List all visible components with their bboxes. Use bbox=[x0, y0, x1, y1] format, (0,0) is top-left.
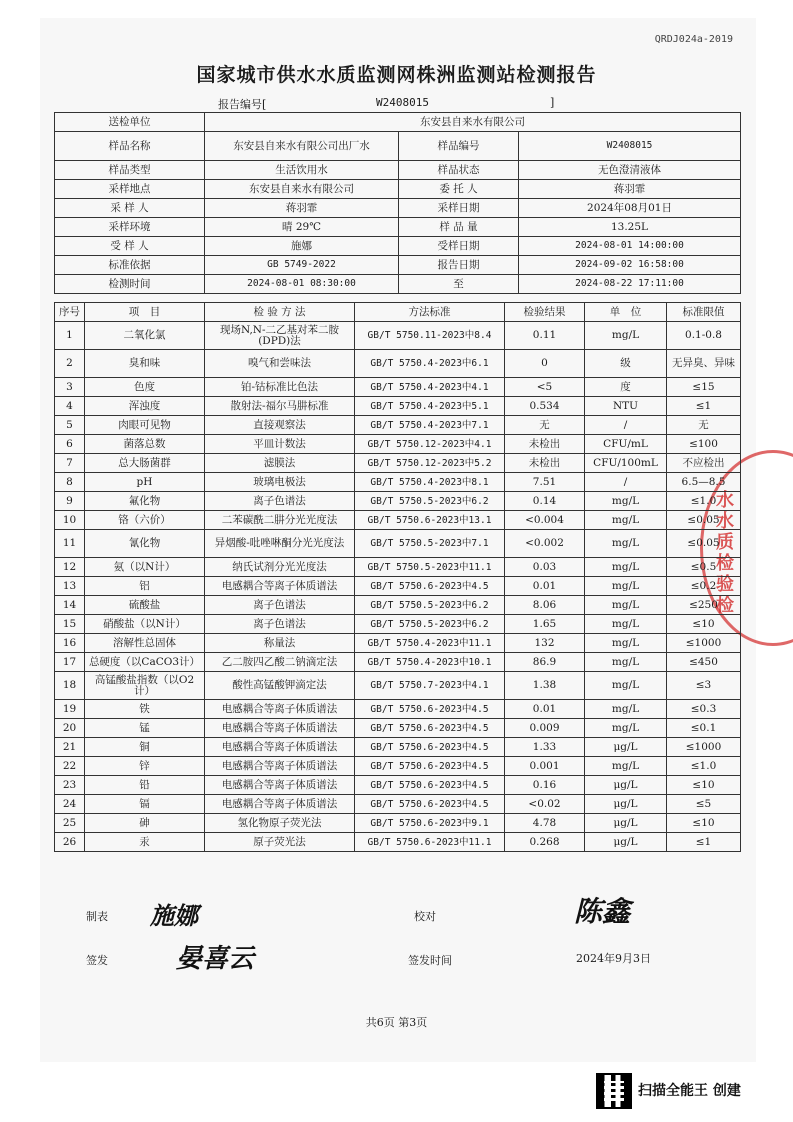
table-row bbox=[55, 795, 741, 814]
cell-result: 0.01 bbox=[505, 577, 585, 596]
cell-no: 25 bbox=[55, 814, 85, 833]
cell-no: 8 bbox=[55, 473, 85, 492]
column-header: 标准限值 bbox=[667, 303, 741, 322]
cell-std: GB/T 5750.5-2023中6.2 bbox=[355, 492, 505, 511]
cell-no: 26 bbox=[55, 833, 85, 852]
cell-item: 色度 bbox=[85, 378, 205, 397]
cell-no: 6 bbox=[55, 435, 85, 454]
cell-method: 电感耦合等离子体质谱法 bbox=[205, 776, 355, 795]
table-row bbox=[55, 511, 741, 530]
cell-unit: mg/L bbox=[585, 672, 667, 700]
cell-item: 总硬度（以CaCO3计） bbox=[85, 653, 205, 672]
cell-item: 肉眼可见物 bbox=[85, 416, 205, 435]
cell-method: 电感耦合等离子体质谱法 bbox=[205, 719, 355, 738]
qty-label: 样 品 量 bbox=[399, 218, 519, 237]
report-number-value: W2408015 bbox=[376, 96, 429, 109]
cell-item: 锰 bbox=[85, 719, 205, 738]
cell-method: 乙二胺四乙酸二钠滴定法 bbox=[205, 653, 355, 672]
cell-item: 铬（六价） bbox=[85, 511, 205, 530]
table-row bbox=[55, 653, 741, 672]
cell-method: 离子色谱法 bbox=[205, 615, 355, 634]
cell-no: 1 bbox=[55, 322, 85, 350]
cell-limit: 0.1-0.8 bbox=[667, 322, 741, 350]
stamp-text: 水水质检验检 bbox=[713, 490, 734, 616]
cell-method: 玻璃电极法 bbox=[205, 473, 355, 492]
cell-method: 纳氏试剂分光光度法 bbox=[205, 558, 355, 577]
results-header-row bbox=[55, 303, 741, 322]
sample-name-label: 样品名称 bbox=[55, 132, 205, 161]
header-row bbox=[55, 132, 741, 161]
report-date-value: 2024-09-02 16:58:00 bbox=[519, 256, 741, 275]
cell-method: 平皿计数法 bbox=[205, 435, 355, 454]
cell-limit: 不应检出 bbox=[667, 454, 741, 473]
sample-type-value: 生活饮用水 bbox=[205, 161, 399, 180]
cell-unit: CFU/mL bbox=[585, 435, 667, 454]
cell-limit: ≤0.5 bbox=[667, 558, 741, 577]
cell-unit: mg/L bbox=[585, 577, 667, 596]
cell-std: GB/T 5750.12-2023中5.2 bbox=[355, 454, 505, 473]
cell-std: GB/T 5750.6-2023中4.5 bbox=[355, 577, 505, 596]
table-row bbox=[55, 416, 741, 435]
table-row bbox=[55, 615, 741, 634]
results-body bbox=[55, 322, 741, 852]
cell-item: 铜 bbox=[85, 738, 205, 757]
cell-no: 23 bbox=[55, 776, 85, 795]
cell-no: 19 bbox=[55, 700, 85, 719]
to-label: 至 bbox=[399, 275, 519, 294]
prepared-label: 制表 bbox=[86, 910, 108, 923]
cell-std: GB/T 5750.7-2023中4.1 bbox=[355, 672, 505, 700]
cell-result: 无 bbox=[505, 416, 585, 435]
cell-item: 溶解性总固体 bbox=[85, 634, 205, 653]
table-row bbox=[55, 700, 741, 719]
document-code: QRDJ024a-2019 bbox=[654, 34, 733, 45]
cell-result: <5 bbox=[505, 378, 585, 397]
column-header: 检 验 方 法 bbox=[205, 303, 355, 322]
cell-limit: ≤0.05 bbox=[667, 511, 741, 530]
cell-method: 原子荧光法 bbox=[205, 833, 355, 852]
cell-no: 15 bbox=[55, 615, 85, 634]
cell-no: 5 bbox=[55, 416, 85, 435]
cell-limit: ≤0.2 bbox=[667, 577, 741, 596]
cell-item: 铁 bbox=[85, 700, 205, 719]
sample-info-table bbox=[54, 112, 741, 294]
cell-result: 0.268 bbox=[505, 833, 585, 852]
cell-method: 散射法-福尔马肼标准 bbox=[205, 397, 355, 416]
cell-limit: ≤5 bbox=[667, 795, 741, 814]
cell-limit: ≤10 bbox=[667, 776, 741, 795]
column-header: 项 目 bbox=[85, 303, 205, 322]
sampler-value: 蒋羽霏 bbox=[205, 199, 399, 218]
cell-std: GB/T 5750.6-2023中4.5 bbox=[355, 757, 505, 776]
cell-std: GB/T 5750.4-2023中10.1 bbox=[355, 653, 505, 672]
client-label: 送检单位 bbox=[55, 113, 205, 132]
cell-no: 17 bbox=[55, 653, 85, 672]
cell-std: GB/T 5750.5-2023中6.2 bbox=[355, 615, 505, 634]
cell-limit: ≤1.0 bbox=[667, 757, 741, 776]
receive-date-label: 受样日期 bbox=[399, 237, 519, 256]
cell-std: GB/T 5750.6-2023中13.1 bbox=[355, 511, 505, 530]
header-row bbox=[55, 256, 741, 275]
cell-limit: ≤1000 bbox=[667, 738, 741, 757]
cell-no: 14 bbox=[55, 596, 85, 615]
page-footer: 共6页 第3页 bbox=[365, 1016, 428, 1029]
cell-method: 酸性高锰酸钾滴定法 bbox=[205, 672, 355, 700]
cell-result: <0.004 bbox=[505, 511, 585, 530]
table-row bbox=[55, 397, 741, 416]
qr-code-icon bbox=[596, 1073, 632, 1109]
cell-result: <0.002 bbox=[505, 530, 585, 558]
cell-no: 3 bbox=[55, 378, 85, 397]
cell-result: 0 bbox=[505, 350, 585, 378]
header-row bbox=[55, 113, 741, 132]
cell-item: 锌 bbox=[85, 757, 205, 776]
cell-std: GB/T 5750.6-2023中4.5 bbox=[355, 719, 505, 738]
cell-no: 24 bbox=[55, 795, 85, 814]
table-row bbox=[55, 577, 741, 596]
cell-result: 0.03 bbox=[505, 558, 585, 577]
cell-result: 0.534 bbox=[505, 397, 585, 416]
cell-unit: mg/L bbox=[585, 719, 667, 738]
cell-result: 0.14 bbox=[505, 492, 585, 511]
table-row bbox=[55, 634, 741, 653]
cell-limit: ≤1 bbox=[667, 833, 741, 852]
sample-name-value: 东安县自来水有限公司出厂水 bbox=[205, 132, 399, 161]
cell-item: 铝 bbox=[85, 577, 205, 596]
cell-std: GB/T 5750.6-2023中4.5 bbox=[355, 776, 505, 795]
test-time-label: 检测时间 bbox=[55, 275, 205, 294]
issue-time-label: 签发时间 bbox=[408, 954, 452, 967]
cell-result: 1.33 bbox=[505, 738, 585, 757]
entrust-label: 委 托 人 bbox=[399, 180, 519, 199]
cell-unit: μg/L bbox=[585, 814, 667, 833]
cell-method: 氢化物原子荧光法 bbox=[205, 814, 355, 833]
cell-no: 9 bbox=[55, 492, 85, 511]
cell-result: 7.51 bbox=[505, 473, 585, 492]
cell-std: GB/T 5750.5-2023中11.1 bbox=[355, 558, 505, 577]
cell-limit: ≤0.3 bbox=[667, 700, 741, 719]
cell-result: 86.9 bbox=[505, 653, 585, 672]
cell-method: 现场N,N-二乙基对苯二胺(DPD)法 bbox=[205, 322, 355, 350]
cell-result: 1.65 bbox=[505, 615, 585, 634]
cell-unit: 度 bbox=[585, 378, 667, 397]
cell-no: 12 bbox=[55, 558, 85, 577]
cell-item: 二氧化氯 bbox=[85, 322, 205, 350]
cell-unit: mg/L bbox=[585, 511, 667, 530]
cell-method: 滤膜法 bbox=[205, 454, 355, 473]
cell-std: GB/T 5750.4-2023中5.1 bbox=[355, 397, 505, 416]
location-label: 采样地点 bbox=[55, 180, 205, 199]
prepared-signature: 施娜 bbox=[150, 901, 198, 930]
table-row bbox=[55, 738, 741, 757]
cell-unit: mg/L bbox=[585, 492, 667, 511]
cell-item: 铅 bbox=[85, 776, 205, 795]
cell-method: 电感耦合等离子体质谱法 bbox=[205, 577, 355, 596]
cell-item: 硫酸盐 bbox=[85, 596, 205, 615]
cell-unit: μg/L bbox=[585, 738, 667, 757]
cell-method: 嗅气和尝味法 bbox=[205, 350, 355, 378]
cell-item: pH bbox=[85, 473, 205, 492]
report-date-label: 报告日期 bbox=[399, 256, 519, 275]
table-row bbox=[55, 322, 741, 350]
receiver-label: 受 样 人 bbox=[55, 237, 205, 256]
cell-limit: ≤450 bbox=[667, 653, 741, 672]
cell-limit: ≤10 bbox=[667, 814, 741, 833]
cell-item: 菌落总数 bbox=[85, 435, 205, 454]
cell-method: 称量法 bbox=[205, 634, 355, 653]
cell-item: 氟化物 bbox=[85, 492, 205, 511]
cell-limit: 无 bbox=[667, 416, 741, 435]
table-row bbox=[55, 672, 741, 700]
column-header: 单 位 bbox=[585, 303, 667, 322]
cell-method: 离子色谱法 bbox=[205, 492, 355, 511]
cell-limit: ≤15 bbox=[667, 378, 741, 397]
report-number bbox=[218, 96, 555, 112]
cell-limit: ≤250 bbox=[667, 596, 741, 615]
table-row bbox=[55, 757, 741, 776]
cell-limit: ≤10 bbox=[667, 615, 741, 634]
cell-std: GB/T 5750.4-2023中6.1 bbox=[355, 350, 505, 378]
header-row bbox=[55, 237, 741, 256]
cell-result: 4.78 bbox=[505, 814, 585, 833]
table-row bbox=[55, 814, 741, 833]
cell-no: 20 bbox=[55, 719, 85, 738]
table-row bbox=[55, 776, 741, 795]
issued-signature: 晏喜云 bbox=[176, 944, 255, 974]
cell-std: GB/T 5750.4-2023中8.1 bbox=[355, 473, 505, 492]
cell-method: 电感耦合等离子体质谱法 bbox=[205, 795, 355, 814]
cell-limit: ≤1000 bbox=[667, 634, 741, 653]
cell-item: 总大肠菌群 bbox=[85, 454, 205, 473]
receive-date-value: 2024-08-01 14:00:00 bbox=[519, 237, 741, 256]
header-row bbox=[55, 199, 741, 218]
cell-limit: ≤100 bbox=[667, 435, 741, 454]
qty-value: 13.25L bbox=[519, 218, 741, 237]
cell-std: GB/T 5750.5-2023中6.2 bbox=[355, 596, 505, 615]
cell-no: 11 bbox=[55, 530, 85, 558]
cell-no: 7 bbox=[55, 454, 85, 473]
cell-unit: / bbox=[585, 473, 667, 492]
cell-result: 0.009 bbox=[505, 719, 585, 738]
report-title: 国家城市供水水质监测网株洲监测站检测报告 bbox=[196, 64, 597, 86]
table-row bbox=[55, 378, 741, 397]
cell-item: 镉 bbox=[85, 795, 205, 814]
cell-std: GB/T 5750.6-2023中4.5 bbox=[355, 738, 505, 757]
cell-std: GB/T 5750.4-2023中11.1 bbox=[355, 634, 505, 653]
header-row bbox=[55, 275, 741, 294]
cell-item: 汞 bbox=[85, 833, 205, 852]
cell-no: 13 bbox=[55, 577, 85, 596]
cell-no: 21 bbox=[55, 738, 85, 757]
cell-std: GB/T 5750.4-2023中7.1 bbox=[355, 416, 505, 435]
cell-std: GB/T 5750.5-2023中7.1 bbox=[355, 530, 505, 558]
cell-limit: 6.5—8.5 bbox=[667, 473, 741, 492]
cell-unit: μg/L bbox=[585, 833, 667, 852]
cell-item: 硝酸盐（以N计） bbox=[85, 615, 205, 634]
cell-unit: mg/L bbox=[585, 322, 667, 350]
cell-limit: ≤0.05 bbox=[667, 530, 741, 558]
cell-std: GB/T 5750.6-2023中4.5 bbox=[355, 700, 505, 719]
cell-result: 8.06 bbox=[505, 596, 585, 615]
cell-no: 2 bbox=[55, 350, 85, 378]
cell-item: 氨（以N计） bbox=[85, 558, 205, 577]
table-row bbox=[55, 719, 741, 738]
cell-std: GB/T 5750.4-2023中4.1 bbox=[355, 378, 505, 397]
cell-result: 0.01 bbox=[505, 700, 585, 719]
cell-no: 22 bbox=[55, 757, 85, 776]
cell-std: GB/T 5750.12-2023中4.1 bbox=[355, 435, 505, 454]
cell-no: 10 bbox=[55, 511, 85, 530]
cell-item: 氰化物 bbox=[85, 530, 205, 558]
cell-std: GB/T 5750.6-2023中9.1 bbox=[355, 814, 505, 833]
cell-limit: ≤3 bbox=[667, 672, 741, 700]
column-header: 序号 bbox=[55, 303, 85, 322]
table-row bbox=[55, 454, 741, 473]
scanner-watermark: 扫描全能王 创建 bbox=[638, 1083, 741, 1099]
sampler-label: 采 样 人 bbox=[55, 199, 205, 218]
cell-method: 离子色谱法 bbox=[205, 596, 355, 615]
cell-unit: CFU/100mL bbox=[585, 454, 667, 473]
cell-method: 电感耦合等离子体质谱法 bbox=[205, 700, 355, 719]
cell-result: 未检出 bbox=[505, 435, 585, 454]
sample-state-value: 无色澄清液体 bbox=[519, 161, 741, 180]
sample-type-label: 样品类型 bbox=[55, 161, 205, 180]
cell-unit: mg/L bbox=[585, 700, 667, 719]
cell-limit: 无异臭、异味 bbox=[667, 350, 741, 378]
cell-unit: mg/L bbox=[585, 757, 667, 776]
checked-signature: 陈鑫 bbox=[574, 895, 631, 928]
table-row bbox=[55, 596, 741, 615]
cell-unit: mg/L bbox=[585, 530, 667, 558]
cell-std: GB/T 5750.6-2023中4.5 bbox=[355, 795, 505, 814]
cell-unit: mg/L bbox=[585, 596, 667, 615]
table-row bbox=[55, 435, 741, 454]
sample-no-value: W2408015 bbox=[519, 132, 741, 161]
standard-value: GB 5749-2022 bbox=[205, 256, 399, 275]
client-value: 东安县自来水有限公司 bbox=[205, 113, 741, 132]
cell-method: 铂-钴标准比色法 bbox=[205, 378, 355, 397]
cell-unit: mg/L bbox=[585, 615, 667, 634]
test-end-value: 2024-08-22 17:11:00 bbox=[519, 275, 741, 294]
cell-result: 0.16 bbox=[505, 776, 585, 795]
table-row bbox=[55, 530, 741, 558]
sample-date-label: 采样日期 bbox=[399, 199, 519, 218]
cell-std: GB/T 5750.6-2023中11.1 bbox=[355, 833, 505, 852]
cell-result: 0.11 bbox=[505, 322, 585, 350]
table-row bbox=[55, 558, 741, 577]
report-number-close: ] bbox=[550, 96, 555, 109]
cell-result: 0.001 bbox=[505, 757, 585, 776]
cell-method: 电感耦合等离子体质谱法 bbox=[205, 757, 355, 776]
env-label: 采样环境 bbox=[55, 218, 205, 237]
issue-time-value: 2024年9月3日 bbox=[576, 952, 651, 965]
cell-result: 132 bbox=[505, 634, 585, 653]
standard-label: 标准依据 bbox=[55, 256, 205, 275]
header-row bbox=[55, 161, 741, 180]
entrust-value: 蒋羽霏 bbox=[519, 180, 741, 199]
cell-method: 异烟酸-吡唑啉酮分光光度法 bbox=[205, 530, 355, 558]
cell-method: 电感耦合等离子体质谱法 bbox=[205, 738, 355, 757]
env-value: 晴 29℃ bbox=[205, 218, 399, 237]
cell-unit: / bbox=[585, 416, 667, 435]
cell-item: 砷 bbox=[85, 814, 205, 833]
cell-method: 直接观察法 bbox=[205, 416, 355, 435]
cell-result: 未检出 bbox=[505, 454, 585, 473]
cell-unit: NTU bbox=[585, 397, 667, 416]
cell-no: 18 bbox=[55, 672, 85, 700]
cell-result: 1.38 bbox=[505, 672, 585, 700]
header-row bbox=[55, 218, 741, 237]
report-number-label: 报告编号[ bbox=[218, 98, 267, 111]
column-header: 方法标准 bbox=[355, 303, 505, 322]
cell-unit: μg/L bbox=[585, 776, 667, 795]
header-row bbox=[55, 180, 741, 199]
cell-unit: mg/L bbox=[585, 558, 667, 577]
issued-label: 签发 bbox=[86, 954, 108, 967]
receiver-value: 施娜 bbox=[205, 237, 399, 256]
cell-item: 浑浊度 bbox=[85, 397, 205, 416]
cell-unit: 级 bbox=[585, 350, 667, 378]
sample-state-label: 样品状态 bbox=[399, 161, 519, 180]
checked-label: 校对 bbox=[414, 910, 436, 923]
cell-result: <0.02 bbox=[505, 795, 585, 814]
table-row bbox=[55, 833, 741, 852]
cell-item: 臭和味 bbox=[85, 350, 205, 378]
sample-no-label: 样品编号 bbox=[399, 132, 519, 161]
cell-unit: mg/L bbox=[585, 634, 667, 653]
cell-no: 4 bbox=[55, 397, 85, 416]
location-value: 东安县自来水有限公司 bbox=[205, 180, 399, 199]
cell-limit: ≤0.1 bbox=[667, 719, 741, 738]
table-row bbox=[55, 350, 741, 378]
column-header: 检验结果 bbox=[505, 303, 585, 322]
cell-item: 高锰酸盐指数（以O2计） bbox=[85, 672, 205, 700]
test-start-value: 2024-08-01 08:30:00 bbox=[205, 275, 399, 294]
sample-date-value: 2024年08月01日 bbox=[519, 199, 741, 218]
table-row bbox=[55, 492, 741, 511]
table-row bbox=[55, 473, 741, 492]
cell-unit: μg/L bbox=[585, 795, 667, 814]
results-table bbox=[54, 302, 741, 852]
cell-method: 二苯碳酰二肼分光光度法 bbox=[205, 511, 355, 530]
cell-std: GB/T 5750.11-2023中8.4 bbox=[355, 322, 505, 350]
cell-limit: ≤1 bbox=[667, 397, 741, 416]
cell-unit: mg/L bbox=[585, 653, 667, 672]
cell-no: 16 bbox=[55, 634, 85, 653]
cell-limit: ≤1.0 bbox=[667, 492, 741, 511]
